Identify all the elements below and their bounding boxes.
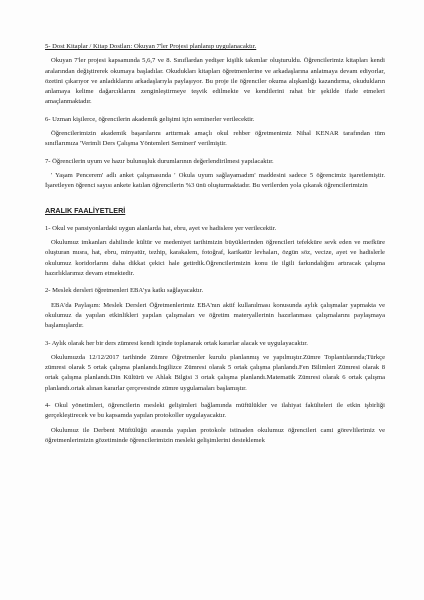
item-6-title: 6- Uzman kişilerce, öğrencilerin akademik gelişimi için seminerler verilecektir. [45, 115, 255, 123]
item-7-body: ' Yaşam Pencerem' adlı anket çalışmasında ' Okula uyum sağlayamadım' maddesini sadece 5 öğrencimiz işaretlemiştir. İşaretleyen öğrenci sayısı ankete katılan öğrencilerin %3 ünü oluşturmaktadır. Bu verilerden yola çıkarak öğrencilerimizin [45, 171, 385, 190]
activity-1-body: Okulumuz imkanları dahilinde kültür ve medeniyet tarihimizin büyüklerinden öğrencileri tefekküre sevk eden ve mefküre oluşturan mısra, hat, ebru, minyatür, tezhip, karakalem, fotoğraf, karikatür levhaları, özgün söz, vecize, ayet ve hadislerle okulumuz koridorlarını daha dikkat çekici hale getirdik.Öğrencilerimizin konu ile ilgili farkındalığını artıracak çalışma hazırlıklarımız devam etmektedir. [45, 239, 385, 278]
activity-2-title: 2- Meslek dersleri öğretmenleri EBA'ya katkı sağlayacaktır. [45, 287, 204, 295]
item-5-title: 5- Dost Kitaplar / Kitap Dostları: Okuyan 7'ler Projesi planlanıp uygulanacaktır. [45, 43, 257, 50]
activity-4-title: 4- Okul yönetimleri, öğrencilerin mesleki gelişimleri bağlamında müftülükler ve ilahiyat fakülteleri ile etkin işbirliği gerçekleştirecek ve bu kapsamda yapılan protokoller uygulayacaktır. [45, 402, 385, 420]
section-title: ARALIK FAALİYETLERİ [45, 205, 126, 215]
item-6-body: Öğrencilerimizin akademik başarılarını arttırmak amaçlı okul rehber öğretmenimiz Nihal KENAR tarafından tüm sınıflarımıza 'Verimli Ders Çalışma Yöntemleri Semineri' verilmiştir. [45, 130, 385, 148]
activity-4-body: Okulumuz ile Derbent Müftülüğü arasında yapılan protokole istinaden okulumuz öğrencileri cami görevlilerimiz ve öğretmenlerimizin gözetiminde öğrencilerimizin mesleki gelişimlerini desteklemek [45, 426, 385, 444]
item-7-title: 7- Öğrencilerin uyum ve hazır bulunuşluk durumlarının değerlendirilmesi yapılacaktır. [45, 157, 274, 165]
activity-3-title: 3- Aylık olarak her bir ders zümresi kendi içinde toplanarak ortak kararlar alacak ve uygulayacaktır. [45, 339, 308, 347]
item-5-body: Okuyan 7'ler projesi kapsamında 5,6,7 ve 8. Sınıflardan yedişer kişilik takımlar oluşturuldu. Öğrencilerimiz kitapları kendi aralarından değiştirerek okumaya başladılar. Okudukları kitapları öğretmenlerine ve arkadaşlarına anlatmaya devam ediyorlar, özetini çıkarıyor ve anladıklarını arkadaşlarıyla paylaşıyor. Bu proje ile öğrenciler okuma alışkanlığı kazandırma, okudukların anlamaya kelime dağarcıklarını zenginleştirmeye teşvik edilmekte ve kendilerini rahat bir şekilde ifade etmeleri amaçlanmaktadır. [45, 57, 385, 106]
activity-3-body: Okulumuzda 12/12/2017 tarihinde Zümre Öğretmenler kurulu planlanmış ve yapılmıştır.Zümre Toplantılarında;Türkçe zümresi olarak 5 ortak çalışma planlandı.İngilizce Zümresi olarak 5 ortak çalışma planlandı.Fen Bilimleri Zümresi olarak 8 ortak çalışma planlandı.Din Kültürü ve Ahlak Bilgisi 3 ortak çalışma planlandı.Matematik Zümresi olarak 6 ortak çalışma planlandı.ortak alınan kararlar çerçevesinde zümre uygulamaları başlamıştır. [45, 353, 385, 392]
activity-2-body: EBA'da Paylaşım: Meslek Dersleri Öğretmenlerimiz EBA'nın aktif kullanılması konusunda aylık çalışmalar yapmakta ve okulumuz da yapılan etkinlikleri yapılan çalışmaları ve öğretim materyallerinin hazırlanması çalışmalarını paylaşmaya başlamışlardır. [45, 301, 385, 330]
activity-1-title: 1- Okul ve pansiyonlardaki uygun alanlarda hat, ebru, ayet ve hadislere yer verilecektir. [45, 224, 277, 232]
document-body [45, 42, 385, 453]
